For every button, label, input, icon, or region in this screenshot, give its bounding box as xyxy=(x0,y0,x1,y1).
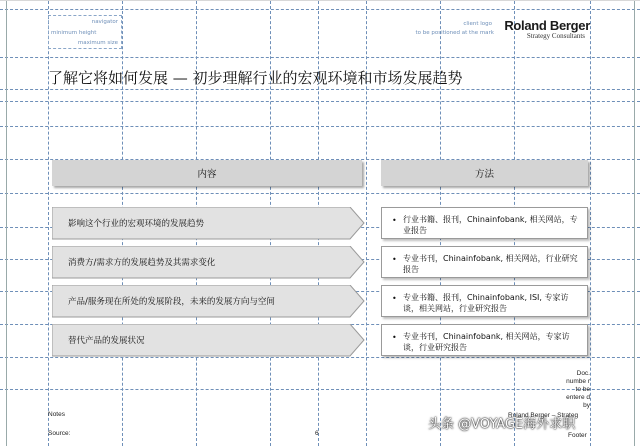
method-text: 专业书籍、报刊，Chinainfobank, ISI, 专家访谈，相关网站，行业研究报告 xyxy=(403,293,569,313)
slide-edge xyxy=(634,1,635,446)
guide-line xyxy=(0,389,640,390)
bullet-icon: • xyxy=(392,255,397,264)
header-method xyxy=(381,160,588,186)
watermark-text: 头条 @VOYAGE海外求职 xyxy=(428,417,576,432)
method-box xyxy=(381,246,588,278)
page-number: 6 xyxy=(315,430,319,437)
header-content xyxy=(52,160,362,186)
content-arrow-row xyxy=(52,246,362,278)
doc-number-note: Doc. numbe r to be entere d by xyxy=(566,370,590,409)
content-arrow-row xyxy=(52,285,362,317)
method-text: 专业书刊，Chinainfobank, 相关网站，专家访谈，行业研究报告 xyxy=(403,332,570,352)
client-logo-note: to be positioned at the mark xyxy=(415,30,494,36)
bullet-icon: • xyxy=(392,333,397,342)
guide-line xyxy=(0,126,640,127)
source-label: Source: xyxy=(48,430,71,437)
method-box xyxy=(381,285,588,317)
guide-line xyxy=(590,1,591,446)
content-arrow-row xyxy=(52,207,362,239)
roland-berger-logo: Roland Berger xyxy=(504,18,590,33)
page-title: 了解它将如何发展 — 初步理解行业的宏观环境和市场发展趋势 xyxy=(48,69,463,87)
guide-line xyxy=(0,193,640,194)
footer-company: Roland Berger – Strateg xyxy=(508,412,579,419)
header-method-label: 方法 xyxy=(474,169,494,180)
method-text: 专业书刊，Chinainfobank, 相关网站，行业研究报告 xyxy=(403,254,578,274)
method-box xyxy=(381,324,588,356)
content-item-text: 产品/服务现在所处的发展阶段，未来的发展方向与空间 xyxy=(68,297,275,307)
client-logo-label: client logo xyxy=(463,21,492,27)
minimum-height-label: minimum height xyxy=(51,30,97,36)
maximum-size-label: maximum size xyxy=(77,40,118,46)
navigator-label: navigator xyxy=(91,19,118,25)
guide-line xyxy=(0,9,640,10)
header-content-label: 内容 xyxy=(197,169,217,180)
method-box xyxy=(381,207,588,239)
content-item-text: 替代产品的发展状况 xyxy=(68,336,145,346)
guide-line xyxy=(0,101,640,102)
notes-label: Notes xyxy=(48,411,65,418)
content-item-text: 消费方/需求方的发展趋势及其需求变化 xyxy=(68,258,216,268)
content-item-text: 影响这个行业的宏观环境的发展趋势 xyxy=(68,219,205,229)
bullet-icon: • xyxy=(392,216,397,225)
navigator-placeholder xyxy=(48,15,122,49)
footer-label: Footer xyxy=(568,432,587,439)
slide-edge xyxy=(6,1,7,446)
guide-line xyxy=(0,57,640,58)
bullet-icon: • xyxy=(392,294,397,303)
logo-subtitle: Strategy Consultants xyxy=(526,32,585,40)
guide-line xyxy=(0,89,640,90)
method-text: 行业书籍、报刊，Chinainfobank, 相关网站，专业报告 xyxy=(403,215,578,235)
content-arrow-row xyxy=(52,324,362,356)
